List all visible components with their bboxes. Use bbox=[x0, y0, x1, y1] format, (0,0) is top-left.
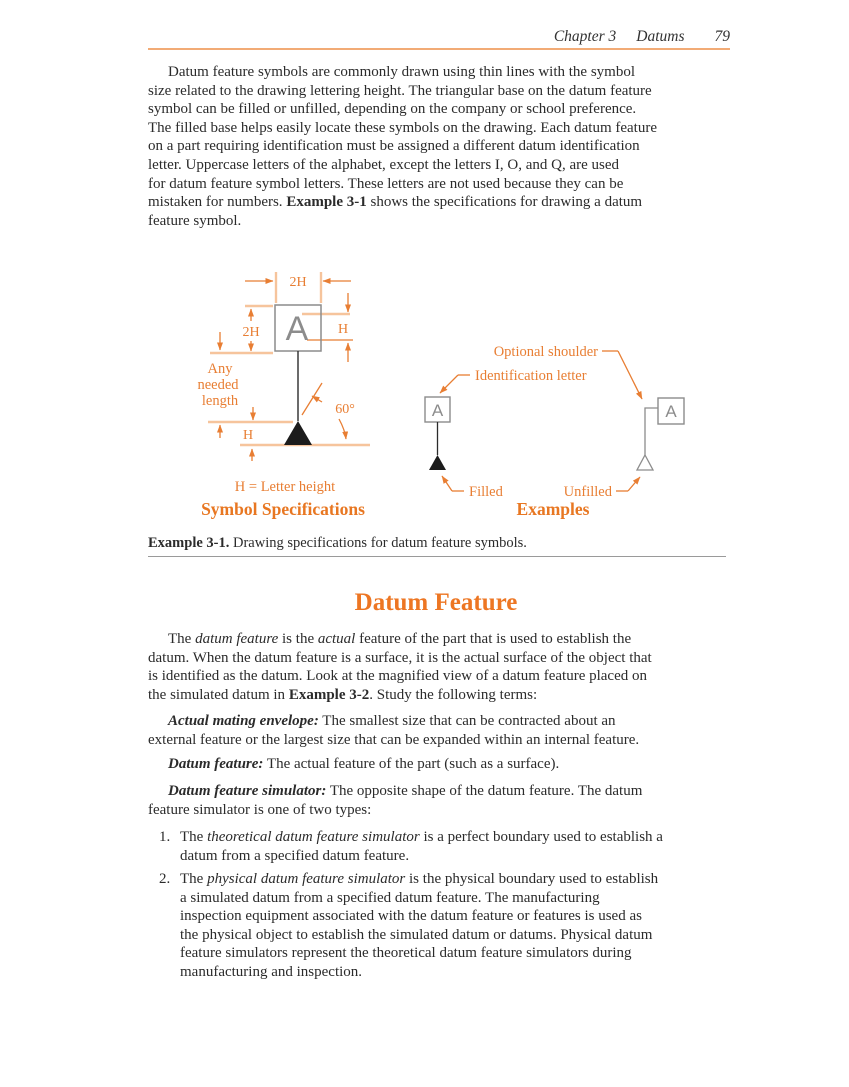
page-number: 79 bbox=[714, 28, 730, 45]
height-dim-label: 2H bbox=[242, 325, 260, 340]
unfilled-label: Unfilled bbox=[563, 484, 612, 500]
section-intro-paragraph: The datum feature is the actual feature of the part that is used to establish the datum. When the datum feature is a surface, it is the actual surface of the object that is identified as the datum. Look at the magnified view of a datum feature placed on the simulated datum in Example 3-2. Study the following terms: bbox=[148, 631, 652, 703]
extension-lines bbox=[208, 272, 370, 445]
length-note-line3: length bbox=[201, 393, 239, 409]
list-item-1-number: 1. bbox=[159, 829, 171, 845]
optional-shoulder-stem bbox=[645, 408, 658, 455]
identification-letter-label: Identification letter bbox=[475, 368, 587, 384]
triangle-dim-label: H bbox=[242, 428, 254, 443]
running-header-chapter: Chapter 3 bbox=[553, 28, 617, 45]
term-paragraph-actual-mating-envelope: Actual mating envelope: The smallest size that can be contracted about an external feature or the largest size that can be expanded within an internal feature. bbox=[148, 713, 640, 748]
running-header-section: Datums bbox=[636, 28, 685, 45]
running-header bbox=[148, 28, 730, 46]
dimension-lines bbox=[220, 281, 353, 461]
filled-label: Filled bbox=[469, 484, 503, 500]
examples-diagram bbox=[420, 340, 730, 525]
list-item-2-text: The physical datum feature simulator is the physical boundary used to establish a simulated datum from a specified datum feature. The manufacturing inspection equipment associated with the datum feature or features is used as the physical object to establish the simulated datum or datums. Physical datum feature simulators represent the theoretical datum feature simulators during manufacturing and inspection. bbox=[180, 871, 659, 980]
width-dim-label: 2H bbox=[289, 275, 307, 290]
unfilled-example-triangle bbox=[637, 455, 653, 470]
filled-example-letter: A bbox=[431, 401, 444, 420]
spec-diagram-title: Symbol Specifications bbox=[201, 499, 365, 519]
intro-paragraph: Datum feature symbols are commonly drawn using thin lines with the symbol size related to the drawing lettering height. The triangular base on the datum feature symbol can be filled or unfilled, depending on the company or school preference. The filled base helps easily locate these symbols on the drawing. Each datum feature on a part requiring identification must be assigned a different datum identification letter. Uppercase letters of the alphabet, except the letters I, O, and Q, are used for datum feature symbol letters. These letters are not used because they can be mistaken for numbers. Example 3-1 shows the specifications for drawing a datum feature symbol. bbox=[148, 64, 657, 229]
letter-dim-label: H bbox=[337, 322, 349, 337]
figure-caption: Example 3-1. Drawing specifications for datum feature symbols. bbox=[148, 534, 726, 557]
examples-diagram-title: Examples bbox=[516, 499, 590, 519]
letter-height-legend: H = Letter height bbox=[234, 479, 336, 495]
header-rule bbox=[148, 48, 730, 50]
term-paragraph-datum-feature-simulator: Datum feature simulator: The opposite shape of the datum feature. The datum feature simulator is one of two types: bbox=[148, 783, 643, 818]
filled-triangle bbox=[284, 421, 312, 445]
optional-shoulder-label: Optional shoulder bbox=[493, 344, 598, 360]
datum-identification-letter: A bbox=[285, 310, 309, 348]
angle-label: 60° bbox=[335, 402, 355, 417]
list-item-2-number: 2. bbox=[159, 871, 171, 887]
length-note-line1: Any bbox=[207, 361, 233, 377]
list-item-1-text: The theoretical datum feature simulator is a perfect boundary used to establish a datum from a specified datum feature. bbox=[180, 829, 663, 864]
section-heading: Datum Feature bbox=[354, 589, 518, 616]
unfilled-example-letter: A bbox=[665, 402, 677, 421]
length-note-line2: needed bbox=[197, 377, 239, 393]
spec-diagram bbox=[175, 262, 425, 524]
filled-example-triangle bbox=[429, 455, 446, 470]
term-paragraph-datum-feature: Datum feature: The actual feature of the part (such as a surface). bbox=[168, 756, 560, 772]
